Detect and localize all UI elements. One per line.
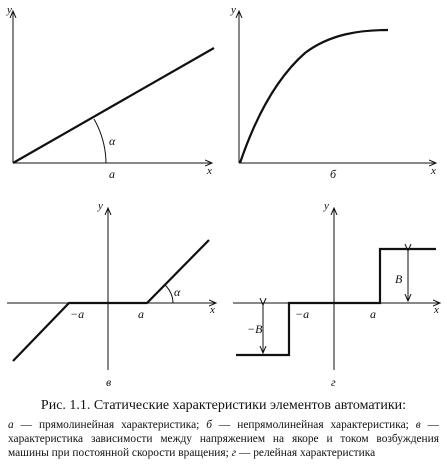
panel-v-y-label: y — [98, 200, 103, 212]
panel-v-characteristic-line — [13, 240, 209, 361]
panel-g-x-label: x — [434, 304, 439, 316]
caption-text-a: — прямолинейная характеристика; — [13, 419, 207, 431]
panel-a-y-label: y — [7, 4, 12, 16]
panel-a-angle-arc — [94, 119, 106, 163]
panel-g-y-label: y — [324, 200, 329, 212]
panel-v-angle-arc — [165, 285, 173, 303]
panel-g-pos-threshold: a — [370, 307, 376, 321]
caption-text-v: — характеристика зависимости между напряжением на якоре и током возбуждения машины при постоянной скорости вращения; — [8, 419, 439, 459]
panel-b-x-label: x — [431, 165, 436, 177]
caption-text-g: — релейная характеристика — [236, 447, 376, 459]
panel-b-label: б — [330, 167, 337, 181]
caption-key-a: а — [8, 419, 14, 431]
caption-text-b: — непрямолинейная характеристика; — [212, 419, 416, 431]
panel-a-label: а — [109, 167, 115, 181]
panel-g — [233, 200, 440, 389]
panel-v-label: в — [106, 375, 112, 389]
panel-a-x-label: x — [207, 165, 212, 177]
caption-title: Рис. 1.1. Статические характеристики элементов автоматики: — [40, 398, 407, 413]
panel-g-label: г — [331, 375, 336, 389]
caption-key-g: г — [231, 447, 237, 459]
caption-key-b: б — [206, 419, 212, 431]
caption-key-v: в — [415, 419, 421, 431]
panel-v-neg-threshold: −a — [70, 307, 85, 321]
panel-a-angle-label: α — [109, 134, 116, 148]
caption-body — [8, 418, 439, 460]
panel-v-x-label: x — [210, 304, 215, 316]
panel-g-pos-level-label: B — [395, 272, 403, 286]
panel-v — [7, 200, 216, 389]
panel-b-characteristic-curve — [240, 30, 388, 163]
panel-g-neg-threshold: −a — [295, 307, 310, 321]
panel-a — [6, 4, 214, 181]
panel-v-pos-threshold: a — [138, 307, 144, 321]
panel-g-neg-level-label: −B — [247, 322, 263, 336]
panel-g-relay-characteristic — [236, 249, 436, 355]
panel-b — [230, 4, 436, 181]
panel-b-y-label: y — [231, 4, 236, 16]
panel-v-angle-label: α — [174, 285, 181, 299]
